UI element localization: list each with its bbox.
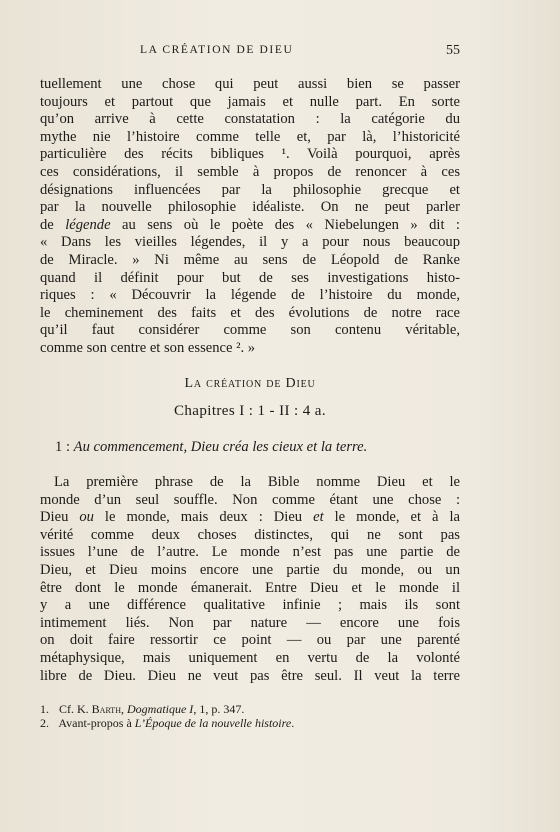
text-line: mythe nie l’histoire comme telle et, par là, l’historicité: [40, 128, 460, 145]
footnote-text: Avant-propos à L’Époque de la nouvelle histoire.: [58, 716, 295, 730]
text-line: qu’on arrive à cette constatation : la catégorie du: [40, 111, 460, 128]
text-line: qu’il faut considérer comme son contenu véritable,: [40, 322, 460, 339]
text-line: vérité comme deux choses distinctes, qui ne sont pas: [40, 526, 460, 543]
verse-number: 1 :: [55, 439, 70, 455]
text-line: La première phrase de la Bible nomme Dieu et le: [54, 474, 460, 490]
footnote-number: 2.: [40, 716, 49, 730]
text-line: on doit faire ressortir ce point — ou par une parenté: [40, 632, 460, 649]
footnote: [40, 702, 460, 716]
text-line: de légende au sens où le poète des « Niebelungen » dit :: [40, 216, 460, 233]
footnote-text: Cf. K. Barth, Dogmatique I, 1, p. 347.: [59, 702, 245, 716]
text-line: y a une différence qualitative infinie ; mais ils sont: [40, 597, 460, 614]
text-line: quand il définit pour but de ses investigations histo-: [40, 269, 460, 286]
footnote-number: 1.: [40, 702, 49, 716]
text-line: métaphysique, mais uniquement en vertu de la volonté: [40, 649, 460, 666]
text-line: désignations influencées par la philosophie grecque et: [40, 181, 460, 198]
text-line: issues l’une de l’autre. Le monde n’est pas une partie de: [40, 544, 460, 561]
text-line: libre de Dieu. Dieu ne veut pas être seul. Il veut la terre: [40, 667, 460, 684]
section-title: La création de Dieu: [184, 376, 316, 391]
text-line: monde d’un seul souffle. Non comme étant une chose :: [40, 491, 460, 508]
text-line: par la nouvelle philosophie idéaliste. On ne peut parler: [40, 199, 460, 216]
text-line: le cheminement des faits et des évolutions de notre race: [40, 304, 460, 321]
text-line: de Miracle. » Ni même au sens de Léopold de Ranke: [40, 251, 460, 268]
text-line: tuellement une chose qui peut aussi bien se passer: [40, 76, 460, 92]
chapter-title: Chapitres I : 1 - II : 4 a.: [173, 403, 326, 419]
verse-text: Au commencement, Dieu créa les cieux et la terre.: [73, 439, 368, 455]
running-head: [40, 44, 460, 64]
text-line: être dont le monde émanerait. Entre Dieu et le monde il: [40, 579, 460, 596]
text-line: Dieu, et Dieu moins encore une partie du monde, ou un: [40, 561, 460, 578]
text-line: Dieu ou le monde, mais deux : Dieu et le monde, et à la: [40, 509, 460, 526]
footnotes: [40, 702, 460, 730]
text-line: « Dans les vieilles légendes, il y a pour nous beaucoup: [40, 234, 460, 251]
paragraph-main: [40, 474, 460, 685]
verse-line: [55, 439, 445, 456]
text-line: particulière des récits bibliques ¹. Voilà pourquoi, après: [40, 146, 460, 163]
running-title: LA CRÉATION DE DIEU: [140, 44, 294, 56]
footnote: [40, 716, 460, 730]
paragraph-top: [40, 76, 460, 358]
text-line: comme son centre et son essence ². »: [40, 339, 256, 356]
text-line: toujours et partout que jamais et nulle part. En sorte: [40, 93, 460, 110]
text-line: ces considérations, il semble à propos de renoncer à ces: [40, 163, 460, 180]
text-line: riques : « Découvrir la légende de l’histoire du monde,: [40, 287, 460, 304]
page-number: 55: [446, 43, 460, 58]
text-line: intimement liés. Non par nature — encore une fois: [40, 614, 460, 631]
